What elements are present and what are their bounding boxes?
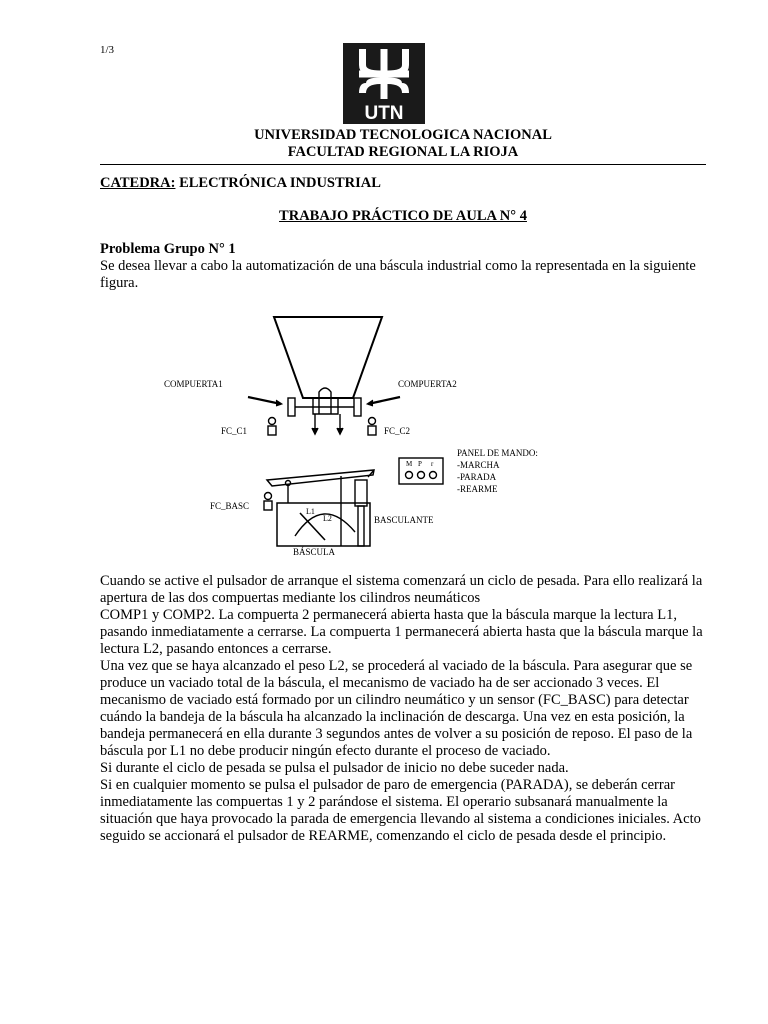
problem-description <box>100 573 720 845</box>
left-gate <box>288 398 295 416</box>
fc-c2-sensor <box>369 418 376 425</box>
scale-tray <box>267 470 374 486</box>
button-m-label: M <box>406 460 413 468</box>
catedra-value: ELECTRÓNICA INDUSTRIAL <box>175 175 381 191</box>
fc-c2-label: FC_C2 <box>384 426 411 436</box>
button-r-label: r <box>431 460 434 468</box>
l2-label: L2 <box>323 514 332 523</box>
tilt-cylinder <box>355 480 367 506</box>
hopper <box>274 317 382 398</box>
problem-intro: Se desea llevar a cabo la automatización de una báscula industrial como la representada en la siguiente figura. <box>100 258 696 291</box>
right-gate <box>354 398 361 416</box>
bascula-label: BÁSCULA <box>293 547 336 557</box>
problem-heading: Problema Grupo N° 1 <box>100 241 236 257</box>
catedra-line <box>100 175 381 192</box>
faculty-name: FACULTAD REGIONAL LA RIOJA <box>287 144 519 160</box>
l1-label: L1 <box>306 507 315 516</box>
marcha-label: -MARCHA <box>457 460 500 470</box>
paragraph-4: Si durante el ciclo de pesada se pulsa el pulsador de inicio no debe suceder nada. <box>100 760 569 776</box>
compuerta1-label: COMPUERTA1 <box>164 379 223 389</box>
parada-label: -PARADA <box>457 472 497 482</box>
paragraph-3: Una vez que se haya alcanzado el peso L2, se procederá al vaciado de la báscula. Para asegurar que se produce un vaciado total de la báscula, el mecanismo de vaciado ha de ser accionado 3 veces. El mecanismo de vaciado está formado por un cilindro neumático y un sensor (FC_BASC) para detectar cuándo la bandeja de la báscula ha alcanzado la inclinación de descarga. Una vez en esta posición, la bandeja permanecerá en ella durante 3 segundos antes de volver a su posición de reposo. El paso de la báscula por L1 no debe producir ningún efecto durante el proceso de vaciado. <box>100 658 693 759</box>
hopper-outlet <box>313 398 338 414</box>
rearme-label: -REARME <box>457 484 498 494</box>
fc-c1-label: FC_C1 <box>221 426 248 436</box>
document-title: TRABAJO PRÁCTICO DE AULA N° 4 <box>279 208 527 224</box>
basculante-label: BASCULANTE <box>374 515 434 525</box>
compuerta2-label: COMPUERTA2 <box>398 379 457 389</box>
logo-text: UTN <box>364 103 404 124</box>
header <box>100 127 706 161</box>
panel-title: PANEL DE MANDO: <box>457 448 538 458</box>
header-divider <box>100 164 706 165</box>
fc-basc-label: FC_BASC <box>210 501 250 511</box>
scale-diagram <box>160 310 580 560</box>
paragraph-2: COMP1 y COMP2. La compuerta 2 permanecerá abierta hasta que la báscula marque la lectura L1, pasando inmediatamente a cerrarse. La compuerta 1 permanecerá abierta hasta que la báscula marque la lectura L2, pasando entonces a cerrarse. <box>100 607 703 657</box>
utn-logo <box>343 43 425 124</box>
fc-c1-sensor <box>269 418 276 425</box>
university-name: UNIVERSIDAD TECNOLOGICA NACIONAL <box>254 127 552 143</box>
paragraph-5: Si en cualquier momento se pulsa el pulsador de paro de emergencia (PARADA), se deberán cerrar inmediatamente las compuertas 1 y 2 parándose el sistema. El operario subsanará manualmente la situación que haya provocado la parada de emergencia llevando al sistema a condiciones iniciales. Acto seguido se accionará el pulsador de REARME, comenzando el ciclo de pesada desde el principio. <box>100 777 701 844</box>
fc-basc-sensor <box>265 493 272 500</box>
catedra-label: CATEDRA: <box>100 175 176 191</box>
button-p-label: P <box>418 460 422 468</box>
page-number: 1/3 <box>100 44 115 56</box>
paragraph-1: Cuando se active el pulsador de arranque el sistema comenzará un ciclo de pesada. Para ello realizará la apertura de las dos compuertas mediante los cilindros neumáticos <box>100 573 703 606</box>
